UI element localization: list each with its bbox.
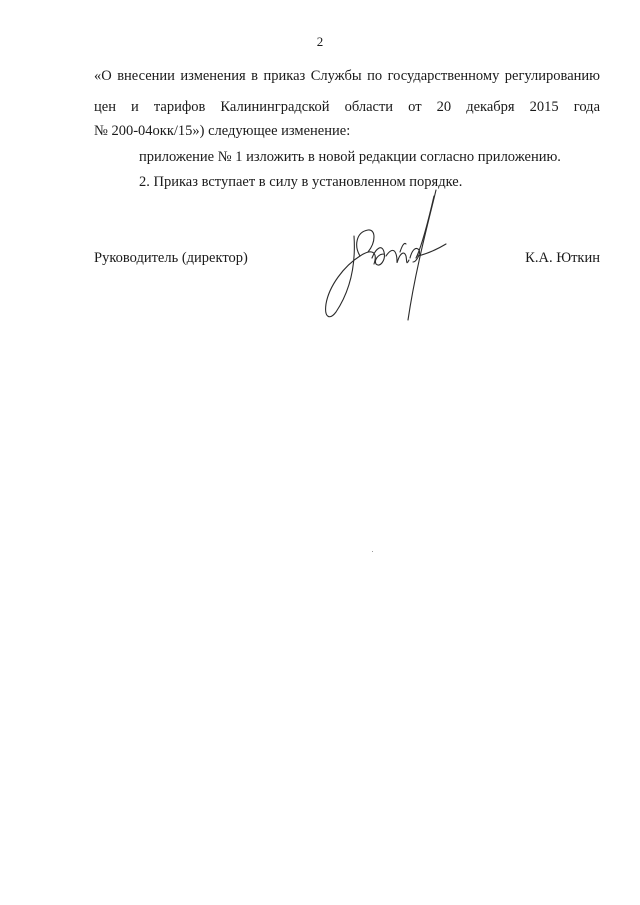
scan-speck: [372, 551, 373, 552]
handwritten-signature: [316, 186, 456, 326]
body-line-3: № 200-04окк/15») следующее изменение:: [94, 123, 351, 139]
body-line-1: «О внесении изменения в приказ Службы по государственному регулированию: [94, 68, 600, 84]
body-line-2: цен и тарифов Калининградской области от 20 декабря 2015 года: [94, 99, 600, 115]
signatory-title: Руководитель (директор): [94, 250, 248, 266]
signatory-name: К.А. Юткин: [525, 250, 600, 266]
page-number: 2: [316, 34, 324, 49]
effective-date-paragraph: 2. Приказ вступает в силу в установленном порядке.: [139, 174, 463, 190]
amendment-paragraph: приложение № 1 изложить в новой редакции согласно приложению.: [139, 149, 561, 165]
